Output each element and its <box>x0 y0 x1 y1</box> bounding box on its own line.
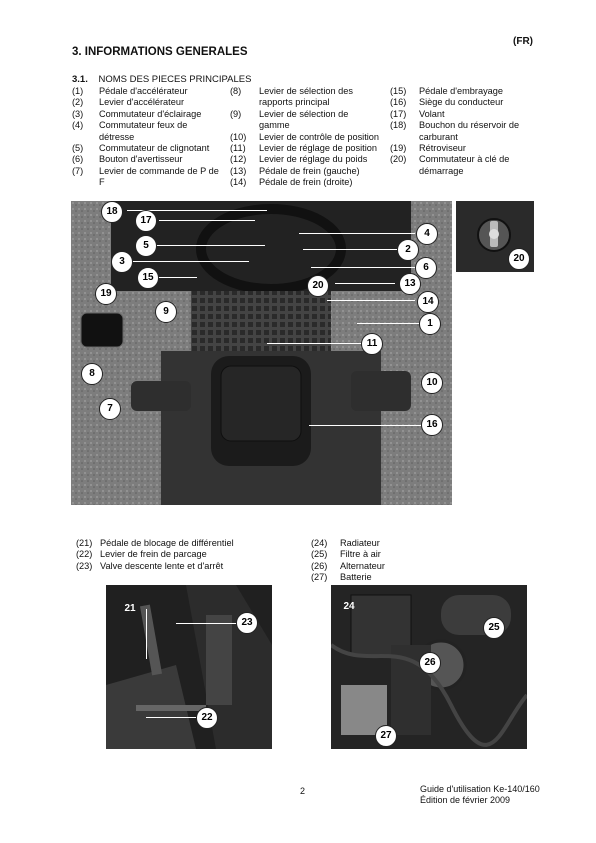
part-number: (13) <box>230 165 247 176</box>
part-label: Pédale d'embrayage <box>419 86 503 96</box>
part-label: Levier de sélection des <box>259 86 353 96</box>
callout-4: 4 <box>416 223 438 245</box>
language-tag: (FR) <box>513 36 533 47</box>
part-label: Levier de réglage du poids <box>259 154 368 165</box>
part-number: (27) <box>311 572 328 583</box>
part-label: Batterie <box>340 572 372 583</box>
part-label: Levier d'accélérateur <box>99 97 184 108</box>
part-number: (18) <box>390 120 407 131</box>
parts-list <box>72 86 592 196</box>
leader-line <box>131 261 249 262</box>
callout-25: 25 <box>483 617 505 639</box>
differential-lock-photo <box>106 585 272 749</box>
leader-line <box>327 300 415 301</box>
tractor-cockpit-photo <box>71 201 452 505</box>
callout-26: 26 <box>419 652 441 674</box>
part-number: (3) <box>72 108 84 119</box>
callout-15: 15 <box>137 267 159 289</box>
callout-2: 2 <box>397 239 419 261</box>
subsection-number: 3.1. <box>72 74 88 85</box>
part-number: (8) <box>230 86 242 96</box>
part-label: Commutateur de clignotant <box>99 143 210 153</box>
part-number: (14) <box>230 177 247 188</box>
part-label: Commutateur d'éclairage <box>99 108 202 119</box>
part-number: (21) <box>76 538 93 548</box>
leader-line <box>357 323 419 324</box>
part-label: Valve descente lente et d'arrêt <box>100 560 224 571</box>
callout-24: 24 <box>343 601 355 612</box>
part-label: Siège du conducteur <box>419 97 504 108</box>
leader-line <box>155 245 265 246</box>
part-number: (12) <box>230 154 247 165</box>
leader-line <box>299 233 415 234</box>
section-title: 3. INFORMATIONS GENERALES <box>72 46 248 58</box>
part-number: (23) <box>76 560 93 571</box>
part-label: Pédale de frein (droite) <box>259 177 353 188</box>
part-number: (22) <box>76 549 93 560</box>
part-number: (17) <box>390 108 407 119</box>
callout-17: 17 <box>135 210 157 232</box>
part-number: (19) <box>390 143 407 153</box>
part-label: Alternateur <box>340 560 385 571</box>
leader-line <box>309 425 421 426</box>
footer-meta <box>420 784 540 806</box>
part-label: gamme <box>259 120 290 131</box>
engine-bay-photo <box>331 585 527 749</box>
callout-23: 23 <box>236 612 258 634</box>
part-label: Volant <box>419 108 445 119</box>
callout-20-key: 20 <box>508 248 530 270</box>
part-number: (15) <box>390 86 407 96</box>
callout-16: 16 <box>421 414 443 436</box>
part-number: (4) <box>72 120 84 131</box>
part-label: Commutateur feux de <box>99 120 188 131</box>
part-number: (7) <box>72 165 84 176</box>
leader-line <box>157 277 197 278</box>
leader-line <box>146 717 196 718</box>
callout-5: 5 <box>135 235 157 257</box>
parts-list-2-right <box>311 538 511 588</box>
subsection-heading <box>72 74 251 85</box>
leader-line <box>146 609 147 659</box>
part-label: Bouchon du réservoir de <box>419 120 520 131</box>
part-number: (11) <box>230 143 246 153</box>
callout-14: 14 <box>417 291 439 313</box>
callout-21: 21 <box>124 603 136 614</box>
footer-edition: Édition de février 2009 <box>420 795 511 805</box>
callout-9: 9 <box>155 301 177 323</box>
part-number: (24) <box>311 538 328 548</box>
callout-3: 3 <box>111 251 133 273</box>
footer-guide: Guide d'utilisation Ke-140/160 <box>420 784 540 794</box>
part-label: carburant <box>419 131 458 142</box>
part-label: Levier de sélection de <box>259 108 349 119</box>
leader-line <box>267 343 363 344</box>
part-number: (2) <box>72 97 84 108</box>
part-label: Pédale de blocage de différentiel <box>100 538 234 548</box>
part-label: Pédale d'accélérateur <box>99 86 188 96</box>
callout-27: 27 <box>375 725 397 747</box>
leader-line <box>311 267 415 268</box>
part-label: Bouton d'avertisseur <box>99 154 183 165</box>
callout-8: 8 <box>81 363 103 385</box>
part-label: Radiateur <box>340 538 380 548</box>
callout-13: 13 <box>399 273 421 295</box>
callout-11: 11 <box>361 333 383 355</box>
part-number: (25) <box>311 549 328 560</box>
part-label: Pédale de frein (gauche) <box>259 165 360 176</box>
part-label: Levier de réglage de position <box>259 143 377 153</box>
part-number: (9) <box>230 108 242 119</box>
subsection-title: NOMS DES PIECES PRINCIPALES <box>98 74 252 85</box>
page-number: 2 <box>300 786 306 796</box>
callout-22: 22 <box>196 707 218 729</box>
part-label: Levier de commande de P de <box>99 165 219 176</box>
callout-6: 6 <box>415 257 437 279</box>
part-number: (1) <box>72 86 84 96</box>
callout-7: 7 <box>99 398 121 420</box>
callout-10: 10 <box>421 372 443 394</box>
part-label: détresse <box>99 131 135 142</box>
part-number: (6) <box>72 154 84 165</box>
tractor-cockpit-illustration <box>71 201 452 505</box>
leader-line <box>335 283 395 284</box>
key-switch-photo <box>456 201 534 272</box>
part-number: (10) <box>230 131 247 142</box>
callout-20: 20 <box>307 275 329 297</box>
part-label: Commutateur à clé de <box>419 154 510 165</box>
part-number: (26) <box>311 560 328 571</box>
part-label: Filtre à air <box>340 549 381 560</box>
leader-line <box>176 623 238 624</box>
parts-list-2-left <box>72 538 312 578</box>
part-number: (20) <box>390 154 407 165</box>
callout-18: 18 <box>101 201 123 223</box>
part-label: F <box>99 177 105 188</box>
leader-line <box>159 220 255 221</box>
part-number: (16) <box>390 97 407 108</box>
part-label: Rétroviseur <box>419 143 466 153</box>
leader-line <box>303 249 397 250</box>
part-label: démarrage <box>419 165 464 176</box>
part-number: (5) <box>72 143 84 153</box>
callout-1: 1 <box>419 313 441 335</box>
part-label: rapports principal <box>259 97 330 108</box>
part-label: Levier de contrôle de position <box>259 131 380 142</box>
callout-19: 19 <box>95 283 117 305</box>
part-label: Levier de frein de parcage <box>100 549 207 560</box>
